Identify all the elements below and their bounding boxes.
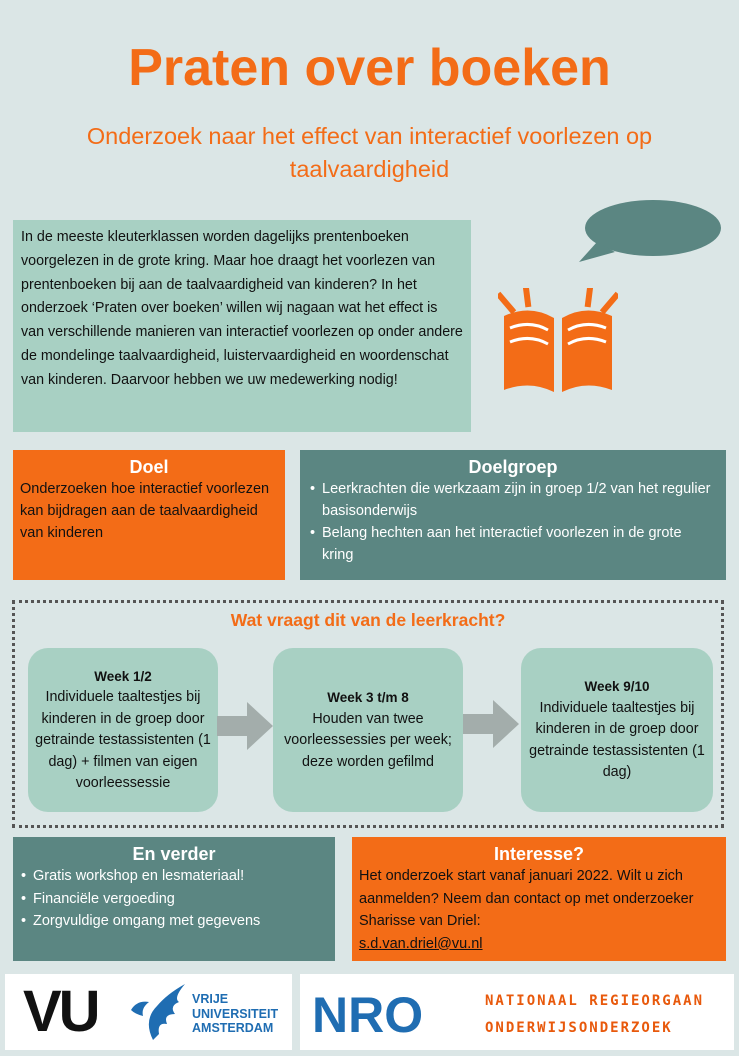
vu-logo-text: VRIJE UNIVERSITEIT AMSTERDAM — [192, 992, 279, 1035]
interesse-text: Het onderzoek start vanaf januari 2022. Wilt u zich aanmelden? Neem dan contact op met onderzoeker Sharisse van Driel: — [359, 868, 694, 929]
arrow-right-icon — [463, 700, 519, 748]
doelgroep-box — [300, 450, 726, 580]
step-week-3-8 — [273, 648, 463, 812]
step-week-label: Week 9/10 — [584, 679, 650, 695]
doel-text: Onderzoeken hoe interactief voorlezen kan bijdragen aan de taalvaardigheid van kinderen — [20, 481, 270, 541]
speech-bubble-icon — [575, 198, 723, 262]
page-title: Praten over boeken — [128, 39, 611, 97]
page-subtitle: Onderzoek naar het effect van interactief voorlezen op taalvaardigheid — [86, 123, 653, 182]
step-text: Houden van twee voorleessessies per week; deze worden gefilmd — [284, 710, 452, 770]
verder-title: En verder — [132, 844, 216, 864]
arrow-right-icon — [217, 702, 273, 750]
verder-box — [13, 837, 335, 961]
process-title: Wat vraagt dit van de leerkracht? — [230, 610, 506, 630]
intro-text: In de meeste kleuterklassen worden dagelijks prentenboeken voorgelezen in de grote kring. Maar hoe draagt het voorlezen van prentenboeken bij aan de taalvaardigheid van kinderen? In het onderzoek ‘Praten over boeken’ willen wij nagaan wat het effect is van verschillende manieren van interactief voorlezen op onder andere de mondelinge taalvaardigheid, luistervaardigheid en woordenschat van kinderen. Daarvoor hebben we uw medewerking nodig! — [13, 220, 471, 432]
svg-text:NRO: NRO — [312, 987, 424, 1043]
step-week-9-10 — [521, 648, 713, 812]
doelgroep-title: Doelgroep — [468, 457, 558, 477]
nro-logo-text: NATIONAAL REGIEORGAAN ONDERWIJSONDERZOEK — [485, 993, 705, 1036]
griffin-icon — [123, 980, 191, 1044]
nro-logo-mark — [310, 982, 470, 1044]
interesse-box — [352, 837, 726, 961]
interesse-title: Interesse? — [493, 844, 585, 864]
step-week-1-2 — [28, 648, 218, 812]
vu-logo — [5, 974, 292, 1050]
step-week-label: Week 1/2 — [94, 668, 152, 684]
contact-email-link[interactable]: s.d.van.driel@vu.nl — [359, 935, 483, 952]
step-text: Individuele taaltestjes bij kinderen in de groep door getrainde testassistenten (1 dag) + filmen van eigen voorleessessie — [35, 689, 211, 791]
step-text: Individuele taaltestjes bij kinderen in de groep door getrainde testassistenten (1 dag) — [529, 699, 705, 781]
doelgroep-item: • Belang hechten aan het interactief voorlezen in de grote kring — [310, 522, 716, 566]
step-week-label: Week 3 t/m 8 — [327, 690, 409, 705]
nro-logo — [300, 974, 734, 1050]
verder-item: • Zorgvuldige omgang met gegevens — [21, 910, 327, 933]
doel-box — [13, 450, 285, 580]
vu-logo-mark: VU — [23, 979, 98, 1044]
doel-title: Doel — [129, 457, 169, 477]
doelgroep-item: • Leerkrachten die werkzaam zijn in groep 1/2 van het regulier basisonderwijs — [310, 478, 716, 522]
verder-item: • Gratis workshop en lesmateriaal! — [21, 865, 327, 888]
open-book-icon — [498, 288, 618, 398]
verder-item: • Financiële vergoeding — [21, 888, 327, 911]
